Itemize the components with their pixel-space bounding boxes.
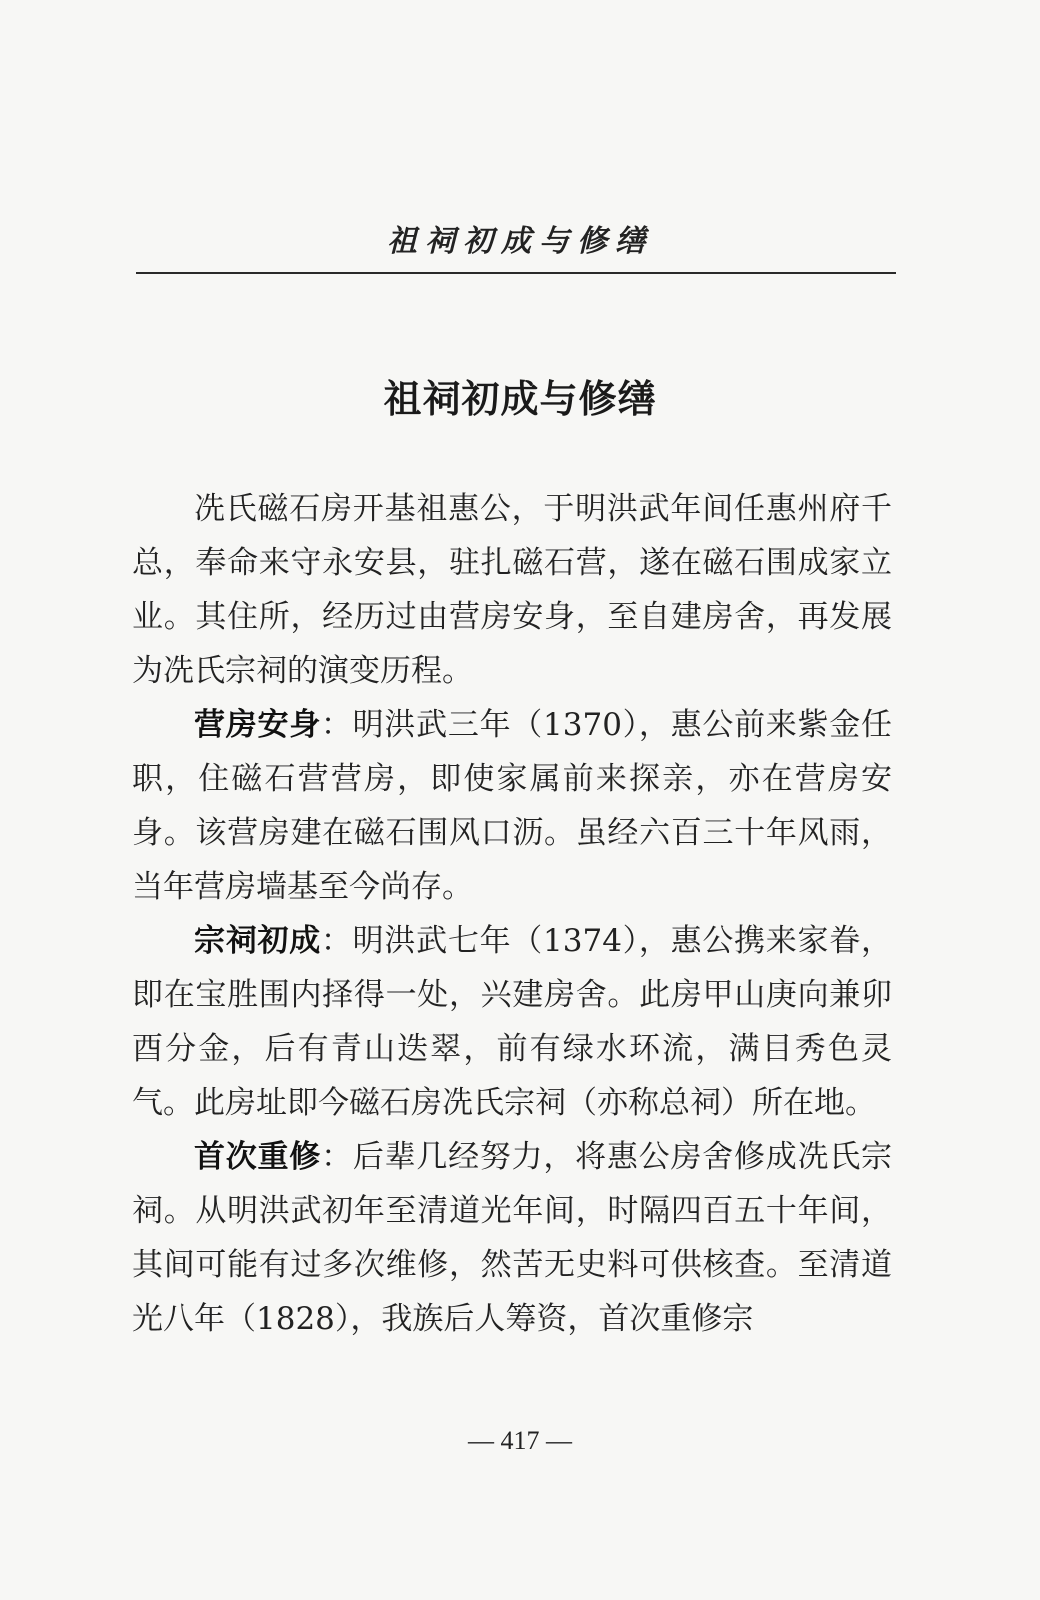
body-text xyxy=(132,482,892,1346)
paragraph-text: 冼氏磁石房开基祖惠公，于明洪武年间任惠州府千总，奉命来守永安县，驻扎磁石营，遂在磁石围成家立业。其住所，经历过由营房安身，至自建房舍，再发展为冼氏宗祠的演变历程。 xyxy=(132,491,892,689)
page-number: — 417 — xyxy=(468,1426,572,1455)
paragraph-lead: 营房安身 xyxy=(194,707,321,743)
page-title: 祖祠初成与修缮 xyxy=(383,377,657,421)
paragraph-lead: 宗祠初成 xyxy=(194,923,321,959)
paragraph-lead: 首次重修 xyxy=(194,1139,322,1175)
paragraph-text: ：明洪武七年（1374），惠公携来家眷，即在宝胜围内择得一处，兴建房舍。此房甲山庚向兼卯酉分金，后有青山迭翠，前有绿水环流，满目秀色灵气。此房址即今磁石房冼氏宗祠（亦称总祠）所在地。 xyxy=(132,923,892,1121)
header-rule xyxy=(136,272,896,274)
paragraph-text: ：后辈几经努力，将惠公房舍修成冼氏宗祠。从明洪武初年至清道光年间，时隔四百五十年间，其间可能有过多次维修，然苦无史料可供核查。至清道光八年（1828），我族后人筹资，首次重修宗 xyxy=(132,1139,893,1337)
paragraph-barracks xyxy=(132,698,892,914)
paragraph-ancestral-hall xyxy=(132,914,892,1130)
paragraph-intro xyxy=(132,482,892,698)
paragraph-first-repair xyxy=(132,1130,892,1346)
paragraph-text: ：明洪武三年（1370），惠公前来紫金任职，住磁石营营房，即使家属前来探亲，亦在营房安身。该营房建在磁石围风口沥。虽经六百三十年风雨，当年营房墙基至今尚存。 xyxy=(132,707,892,905)
running-head: 祖祠初成与修缮 xyxy=(387,224,653,259)
